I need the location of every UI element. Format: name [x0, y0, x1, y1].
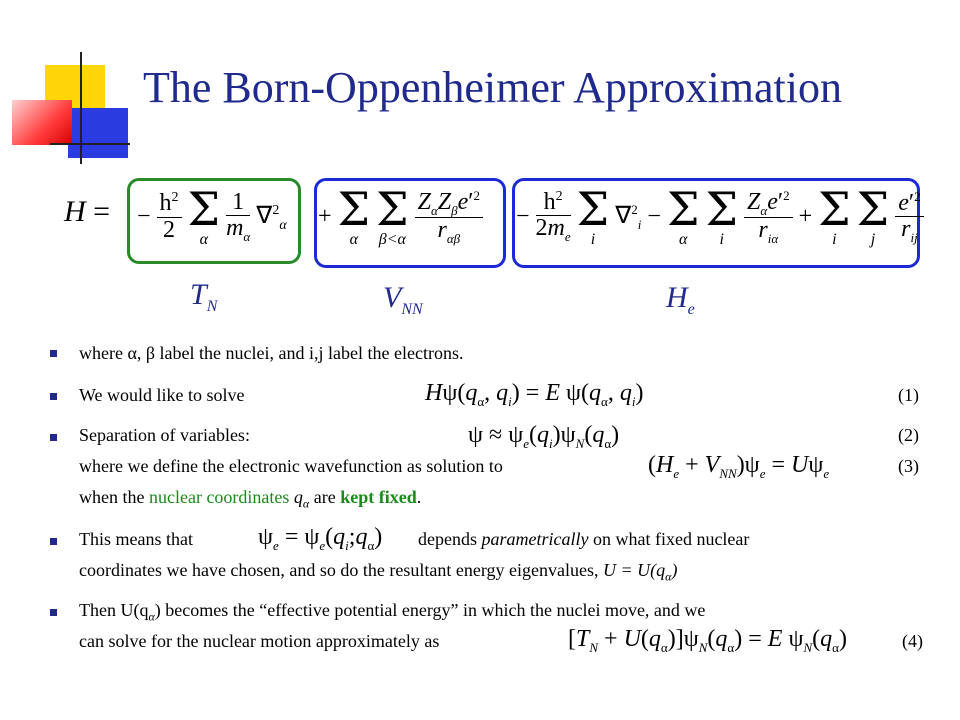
- line-text: Then U(q: [79, 600, 149, 620]
- bullet-2-text: We would like to solve: [79, 385, 245, 405]
- equation-2: $\psi \approx \psi_e(q_i)\psi_N(q_\alpha)$: [468, 422, 620, 451]
- label-vnn: $V_{NN}$: [383, 281, 423, 318]
- line-text: ) becomes the “effective potential energy” in which the nuclei move, and we: [154, 600, 706, 620]
- term-electronic: − $\frac{h^2}{2m_e}$ Σ i ∇$^2_i$ − Σ α Σ i $\frac{Z_\alpha e'^2}{r_{i\alpha}}$ + Σ i Σ j $\frac{e'^2}{r_{ij}}$: [516, 186, 924, 248]
- equation-number-3: (3): [898, 456, 919, 476]
- logo-line-horizontal: [50, 143, 130, 145]
- equation-number-4: (4): [902, 631, 923, 651]
- bullet-3-line-2: where we define the electronic wavefunction as solution to: [79, 456, 503, 476]
- alpha-subscript: α: [302, 496, 310, 511]
- bullet-marker: [50, 393, 57, 400]
- bullet-marker: [50, 350, 57, 357]
- line-text: are: [313, 487, 336, 507]
- line-text: when the: [79, 487, 145, 507]
- term-nuclear-repulsion: + Σ α Σ β<α $\frac{Z_\alpha Z_\beta e'^2}{r_{\alpha\beta}}$: [318, 186, 483, 248]
- equation-number-2: (2): [898, 425, 919, 445]
- alpha-subscript: α: [148, 609, 155, 624]
- alpha-subscript: α: [665, 569, 672, 584]
- bullet-3-line-3: [79, 487, 421, 512]
- parametrically-text: parametrically: [481, 529, 589, 549]
- bullet-4-line-1-a: This means that: [79, 529, 193, 549]
- u-equation: U = U(q: [603, 560, 666, 580]
- label-he: $H_e$: [666, 281, 695, 318]
- bullet-4-line-2: [79, 560, 677, 585]
- equation-number-1: (1): [898, 385, 919, 405]
- label-tn: $T_N$: [190, 278, 218, 315]
- line-text: depends: [418, 529, 477, 549]
- term-kinetic-nuclei: − $\frac{h^2}{2}$ Σ α $\frac{1}{m_\alpha}$ ∇$^2_\alpha$: [137, 182, 287, 248]
- equation-3: $(H_e + V_{NN})\psi_e = U\psi_e$: [648, 452, 830, 481]
- nuclear-coordinates-text: nuclear coordinates: [148, 487, 290, 507]
- bullet-marker: [50, 538, 57, 545]
- logo-square-blue: [68, 108, 128, 158]
- equation-4: $[T_N + U(q_\alpha)]\psi_N(q_\alpha) = E$ $\psi_N(q_\alpha)$: [568, 626, 847, 655]
- page-title: The Born-Oppenheimer Approximation: [143, 63, 842, 112]
- bullet-marker: [50, 609, 57, 616]
- equation-parametric: $\psi_e$ = $\psi_e(q_i;q_\alpha)$: [258, 524, 383, 553]
- bullet-5-line-1: [79, 600, 705, 625]
- line-text: coordinates we have chosen, and so do the resultant energy eigenvalues,: [79, 560, 599, 580]
- bullet-1-text: where α, β label the nuclei, and i,j label the electrons.: [79, 343, 464, 363]
- logo-square-red: [12, 100, 72, 145]
- bullet-5-line-2: can solve for the nuclear motion approximately as: [79, 631, 440, 651]
- hamiltonian-H: H =: [64, 195, 111, 228]
- equation-1: $H\psi(q_\alpha$, $q_i) = E$ $\psi(q_\alpha$, $q_i$): [425, 380, 644, 409]
- q-symbol: q: [293, 487, 303, 507]
- bullet-3-line-1: Separation of variables:: [79, 425, 250, 445]
- bullet-4-line-1-b: [418, 529, 749, 550]
- line-text: on what fixed nuclear: [592, 529, 750, 549]
- kept-fixed-text: kept fixed: [340, 487, 417, 507]
- bullet-marker: [50, 434, 57, 441]
- logo-line-vertical: [80, 52, 82, 164]
- period: .: [416, 487, 422, 507]
- close-paren: ): [671, 560, 678, 580]
